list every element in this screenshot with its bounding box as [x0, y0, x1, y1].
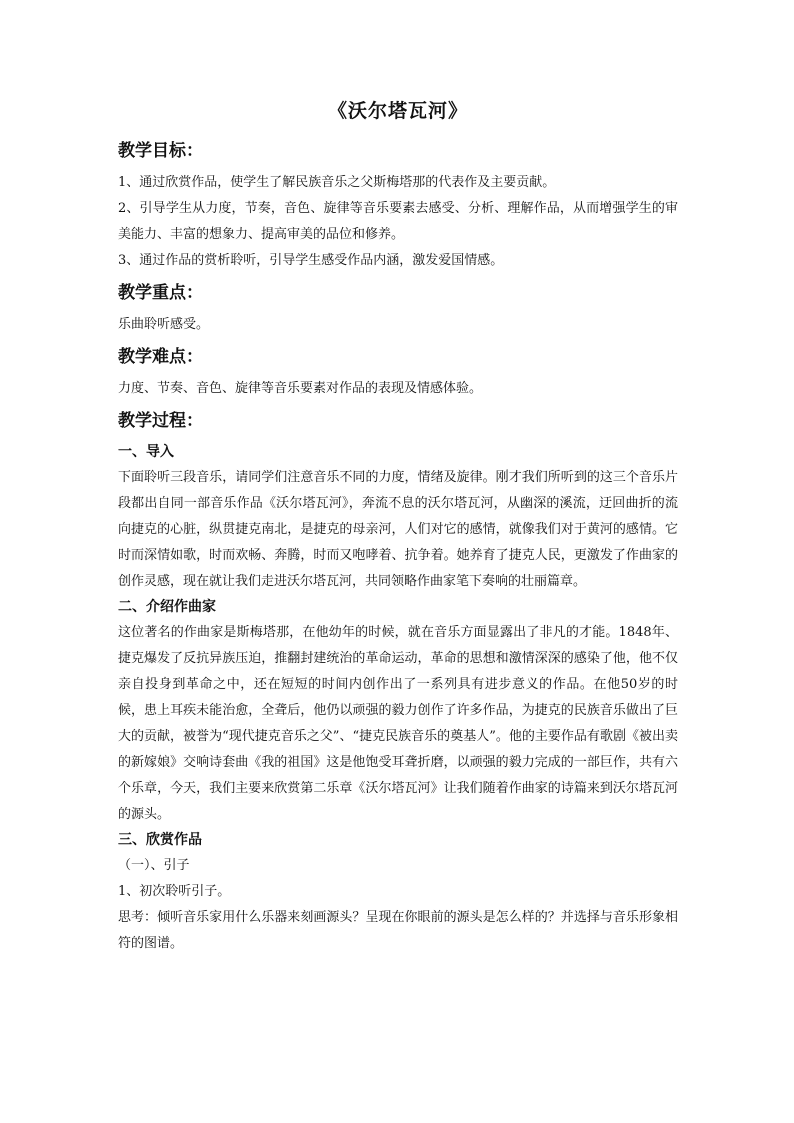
thinking-question: 思考：倾听音乐家用什么乐器来刻画源头？呈现在你眼前的源头是怎么样的？并选择与音乐形象相符的图谱。 — [118, 910, 678, 951]
objective-item-2: 2、引导学生从力度，节奏，音色、旋律等音乐要素去感受、分析、理解作品，从而增强学生的审美能力、丰富的想象力、提高审美的品位和修养。 — [118, 201, 678, 242]
key-points-text: 乐曲聆听感受。 — [118, 317, 210, 332]
objective-item-1: 1、通过欣赏作品，使学生了解民族音乐之父斯梅塔那的代表作及主要贡献。 — [118, 175, 556, 190]
objective-item-3: 3、通过作品的赏析聆听，引导学生感受作品内涵，激发爱国情感。 — [118, 253, 504, 268]
process-heading: 教学过程： — [118, 411, 203, 431]
composer-text: 这位著名的作曲家是斯梅塔那，在他幼年的时候，就在音乐方面显露出了非凡的才能。1848年、捷克爆发了反抗异族压迫，推翻封建统治的革命运动，革命的思想和激情深深的感染了他，他不仅亲自投身到革命之中，还在短短的时间内创作出了一系列具有进步意义的作品。在他50岁的时候，患上耳疾未能治愈，全聋后，他仍以顽强的毅力创作了许多作品，为捷克的民族音乐做出了巨大的贡献，被誉为“现代捷克音乐之父”、“捷克民族音乐的奠基人”。他的主要作品有歌剧《被出卖的新嫁娘》交响诗套曲《我的祖国》这是他饱受耳聋折磨，以顽强的毅力完成的一部巨作，共有六个乐章，今天，我们主要来欣赏第二乐章《沃尔塔瓦河》让我们随着作曲家的诗篇来到沃尔塔瓦河的源头。 — [118, 625, 678, 822]
intro-heading: 一、导入 — [118, 444, 174, 460]
key-points-heading: 教学重点： — [118, 283, 203, 303]
objectives-heading: 教学目标： — [118, 141, 203, 161]
appreciation-heading: 三、欣赏作品 — [118, 832, 202, 848]
difficulties-heading: 教学难点： — [118, 347, 203, 367]
intro-section-subheading: （一）、引子 — [118, 858, 190, 873]
difficulties-text: 力度、节奏、音色、旋律等音乐要素对作品的表现及情感体验。 — [118, 381, 483, 396]
document-title: 《沃尔塔瓦河》 — [327, 100, 468, 122]
document-page — [118, 96, 678, 957]
composer-heading: 二、介绍作曲家 — [118, 599, 216, 615]
first-listen-item: 1、初次聆听引子。 — [118, 884, 231, 899]
intro-text: 下面聆听三段音乐，请同学们注意音乐不同的力度，情绪及旋律。刚才我们所听到的这三个音乐片段都出自同一部音乐作品《沃尔塔瓦河》，奔流不息的沃尔塔瓦河，从幽深的溪流，迂回曲折的流向捷克的心脏，纵贯捷克南北，是捷克的母亲河，人们对它的感情，就像我们对于黄河的感情。它时而深情如歌，时而欢畅、奔腾，时而又咆哮着、抗争着。她养育了捷克人民，更激发了作曲家的创作灵感，现在就让我们走进沃尔塔瓦河，共同领略作曲家笔下奏响的壮丽篇章。 — [118, 470, 678, 589]
